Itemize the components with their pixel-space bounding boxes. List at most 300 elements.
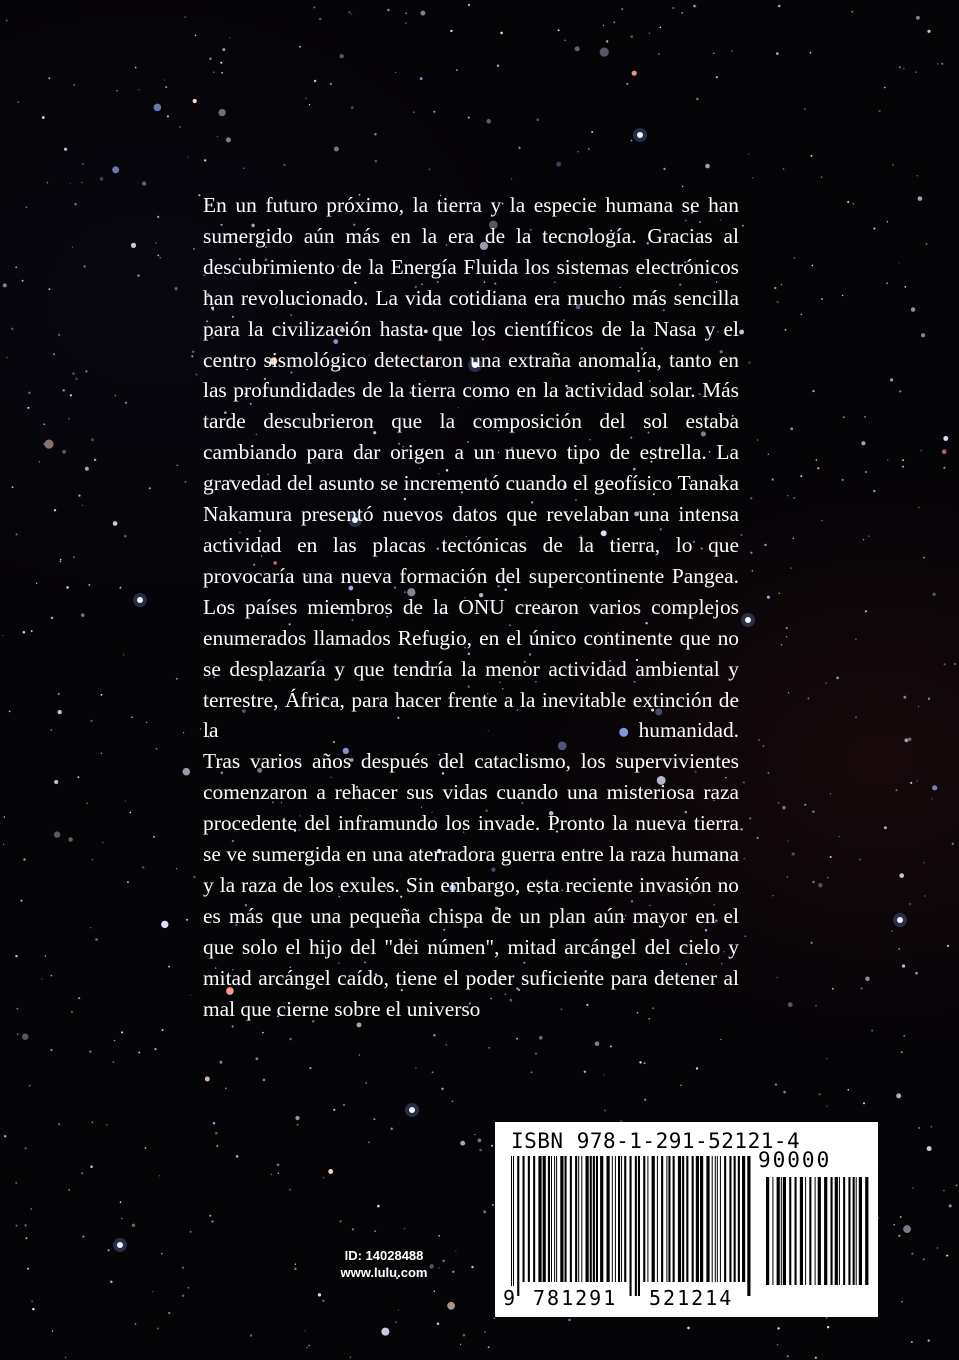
- star: [558, 29, 560, 31]
- barcode-bar: [777, 1177, 780, 1285]
- star: [531, 1071, 533, 1073]
- star: [23, 631, 26, 634]
- star: [168, 966, 170, 968]
- barcode-bar: [831, 1177, 833, 1285]
- star: [250, 1334, 252, 1336]
- star: [3, 844, 4, 845]
- barcode-bar: [843, 1177, 845, 1285]
- star: [398, 1310, 399, 1311]
- star: [27, 407, 29, 409]
- star: [24, 1224, 26, 1226]
- star: [20, 900, 22, 902]
- star: [54, 780, 58, 784]
- star: [694, 5, 697, 8]
- star: [821, 176, 823, 178]
- barcode-bar: [678, 1156, 681, 1282]
- star: [152, 1291, 153, 1292]
- barcode-bar: [570, 1156, 572, 1282]
- star: [81, 613, 85, 617]
- star: [903, 1035, 905, 1037]
- barcode-bar: [783, 1177, 786, 1285]
- star: [23, 858, 25, 860]
- star: [749, 817, 752, 820]
- star: [783, 1091, 786, 1094]
- star: [125, 800, 126, 801]
- star: [429, 169, 431, 171]
- star: [807, 698, 809, 700]
- star: [263, 1079, 266, 1082]
- star: [48, 288, 50, 290]
- star: [157, 216, 159, 218]
- barcode-bar: [551, 1156, 552, 1282]
- ean13-bars: [511, 1156, 756, 1296]
- barcode-bar: [638, 1156, 640, 1296]
- star: [36, 583, 37, 584]
- star: [898, 1235, 900, 1237]
- star: [903, 68, 904, 69]
- star: [145, 1147, 147, 1149]
- star: [81, 1172, 83, 1174]
- star: [772, 895, 773, 896]
- star: [748, 361, 751, 364]
- star: [943, 1190, 945, 1192]
- star: [256, 1057, 259, 1060]
- barcode-bar: [696, 1156, 699, 1282]
- star: [262, 1032, 264, 1034]
- star: [864, 416, 866, 418]
- star: [213, 71, 215, 73]
- star: [205, 1077, 210, 1082]
- star: [891, 930, 892, 931]
- star: [901, 1051, 903, 1053]
- star: [793, 257, 795, 259]
- star: [72, 372, 74, 374]
- star: [78, 495, 80, 497]
- star: [785, 329, 787, 331]
- star: [731, 50, 732, 51]
- star: [413, 111, 414, 112]
- star: [915, 972, 918, 975]
- barcode-bar: [607, 1156, 610, 1282]
- star: [899, 66, 901, 68]
- star: [460, 1344, 461, 1345]
- star: [167, 115, 169, 117]
- star: [83, 265, 85, 267]
- star: [441, 1088, 443, 1090]
- barcode-bar: [742, 1156, 745, 1282]
- star: [682, 186, 684, 188]
- publisher-info: [304, 1247, 464, 1281]
- star: [176, 678, 178, 680]
- star: [930, 1126, 932, 1128]
- star: [22, 280, 24, 282]
- barcode-bar: [747, 1156, 750, 1296]
- star: [313, 6, 315, 8]
- star: [190, 1231, 192, 1233]
- star: [9, 711, 11, 713]
- star: [923, 1258, 925, 1260]
- star: [114, 1040, 116, 1042]
- star: [438, 1235, 440, 1237]
- star: [468, 117, 470, 119]
- star: [804, 804, 806, 806]
- barcode-bar: [661, 1156, 663, 1282]
- star: [68, 837, 72, 841]
- star: [176, 464, 178, 466]
- star: [745, 935, 747, 937]
- star: [352, 1228, 354, 1230]
- star: [294, 1268, 297, 1271]
- star: [82, 163, 83, 164]
- star: [232, 1026, 234, 1028]
- star: [777, 1327, 779, 1329]
- barcode-bar: [554, 1156, 555, 1282]
- star: [804, 108, 806, 110]
- star: [937, 63, 939, 65]
- star: [129, 812, 131, 814]
- star: [15, 955, 17, 957]
- star: [131, 716, 133, 718]
- star: [193, 876, 196, 879]
- star: [631, 140, 633, 142]
- star: [220, 62, 222, 64]
- star: [774, 287, 776, 289]
- barcode-bar: [590, 1156, 592, 1282]
- star: [75, 378, 77, 380]
- star-bright: [137, 597, 143, 603]
- star: [185, 481, 187, 483]
- star: [25, 1237, 27, 1239]
- star: [632, 71, 637, 76]
- barcode-bar: [865, 1177, 868, 1285]
- star: [890, 378, 893, 381]
- star: [86, 802, 88, 804]
- star: [377, 1205, 380, 1208]
- star: [277, 1163, 280, 1166]
- star: [946, 1255, 948, 1257]
- star: [323, 1177, 325, 1179]
- star: [911, 1341, 913, 1343]
- star: [124, 535, 126, 537]
- star: [74, 203, 76, 205]
- star: [447, 1302, 455, 1310]
- star: [192, 351, 194, 353]
- star: [924, 895, 925, 896]
- star: [787, 1355, 789, 1357]
- star: [138, 1051, 140, 1053]
- star: [817, 467, 819, 469]
- barcode-bar: [615, 1156, 616, 1282]
- star: [58, 710, 62, 714]
- star: [157, 1328, 159, 1330]
- star: [781, 284, 782, 285]
- star: [932, 785, 937, 790]
- star: [343, 1104, 345, 1106]
- star: [812, 390, 814, 392]
- star: [308, 1345, 310, 1347]
- star: [26, 206, 28, 208]
- star: [843, 416, 845, 418]
- star: [434, 1291, 436, 1293]
- star: [800, 475, 802, 477]
- star: [474, 1134, 475, 1135]
- barcode-bar: [673, 1156, 675, 1282]
- star: [564, 40, 565, 41]
- star: [113, 1061, 115, 1063]
- star: [932, 593, 935, 596]
- star: [176, 868, 177, 869]
- barcode-addon-digits: 90000: [758, 1148, 832, 1172]
- star: [45, 955, 47, 957]
- star: [374, 1230, 376, 1232]
- star: [138, 89, 139, 90]
- star: [116, 90, 118, 92]
- star: [297, 1124, 299, 1126]
- star: [110, 1281, 113, 1284]
- star: [359, 1054, 361, 1056]
- barcode-bar: [724, 1156, 726, 1282]
- star: [82, 1235, 84, 1237]
- star: [539, 1036, 543, 1040]
- barcode-bar: [593, 1156, 595, 1282]
- star: [471, 1266, 473, 1268]
- barcode-bar: [581, 1156, 582, 1282]
- star: [432, 1071, 434, 1073]
- star: [217, 136, 218, 137]
- star: [221, 72, 223, 74]
- star: [792, 852, 795, 855]
- star: [51, 617, 54, 620]
- star: [603, 1074, 604, 1075]
- barcode-bar: [647, 1156, 648, 1282]
- barcode-bar: [772, 1177, 773, 1285]
- star: [713, 53, 714, 54]
- star: [295, 1116, 299, 1120]
- barcode-bar: [652, 1156, 655, 1282]
- star: [433, 1034, 436, 1037]
- star: [309, 104, 310, 105]
- star: [215, 1132, 218, 1135]
- barcode-bar: [635, 1156, 637, 1296]
- addon-bars: [766, 1177, 871, 1299]
- star: [584, 1071, 586, 1073]
- star: [183, 732, 184, 733]
- barcode-bar: [692, 1156, 694, 1282]
- star: [873, 490, 875, 492]
- star: [535, 1053, 537, 1055]
- star: [278, 1172, 280, 1174]
- star: [125, 402, 127, 404]
- isbn-label: ISBN 978-1-291-52121-4: [511, 1129, 801, 1153]
- star: [225, 1088, 227, 1090]
- star: [768, 454, 769, 455]
- star: [54, 831, 60, 837]
- star: [603, 25, 604, 26]
- star: [15, 266, 17, 268]
- star: [518, 147, 520, 149]
- star: [209, 58, 211, 60]
- star: [433, 111, 435, 113]
- star: [131, 243, 136, 248]
- barcode-bar: [596, 1156, 598, 1282]
- star: [660, 27, 662, 29]
- star: [31, 630, 33, 632]
- star: [218, 109, 225, 116]
- star: [2, 635, 3, 636]
- star: [52, 1330, 54, 1332]
- star: [778, 802, 780, 804]
- barcode-bar: [738, 1156, 740, 1282]
- star: [161, 921, 168, 928]
- star: [604, 1109, 606, 1111]
- star: [786, 636, 787, 637]
- barcode-bar: [715, 1156, 716, 1282]
- star: [790, 427, 793, 430]
- star: [450, 30, 452, 32]
- star: [943, 467, 945, 469]
- star: [927, 30, 930, 33]
- star: [902, 964, 905, 967]
- star: [102, 842, 103, 843]
- star: [821, 298, 823, 300]
- star: [395, 72, 396, 73]
- star: [16, 533, 18, 535]
- star: [783, 168, 785, 170]
- star: [120, 1201, 122, 1203]
- star: [62, 450, 66, 454]
- star: [892, 164, 894, 166]
- star: [954, 663, 956, 665]
- star: [65, 1357, 66, 1358]
- barcode-bar: [848, 1177, 850, 1285]
- star: [193, 99, 197, 103]
- star: [781, 644, 782, 645]
- star: [15, 1182, 17, 1184]
- star: [744, 858, 746, 860]
- star: [299, 46, 301, 48]
- star: [778, 5, 781, 8]
- star: [696, 1067, 698, 1069]
- star: [135, 1323, 137, 1325]
- barcode-bar: [809, 1177, 811, 1285]
- star: [222, 48, 225, 51]
- star: [764, 544, 766, 546]
- star: [776, 52, 779, 55]
- star: [391, 1128, 393, 1130]
- star: [863, 1102, 865, 1104]
- star: [491, 1145, 493, 1147]
- barcode-bar: [781, 1177, 782, 1285]
- star: [375, 160, 377, 162]
- star: [17, 1033, 19, 1035]
- star-bright: [897, 917, 903, 923]
- star: [191, 355, 193, 357]
- star: [861, 987, 863, 989]
- star: [952, 843, 954, 845]
- star: [112, 166, 119, 173]
- barcode-bar: [856, 1177, 857, 1285]
- star: [154, 1048, 156, 1050]
- star: [115, 395, 116, 396]
- isbn-barcode: [495, 1122, 878, 1317]
- star: [815, 1005, 816, 1006]
- star: [859, 859, 861, 861]
- star: [39, 461, 41, 463]
- barcode-bar: [815, 1177, 816, 1285]
- star: [500, 32, 503, 35]
- star: [915, 71, 917, 73]
- star: [788, 692, 789, 693]
- star: [740, 534, 742, 536]
- star: [884, 826, 887, 829]
- star: [918, 196, 923, 201]
- star: [94, 459, 96, 461]
- star: [165, 86, 167, 88]
- star: [899, 262, 900, 263]
- star: [832, 988, 834, 990]
- star: [855, 717, 856, 718]
- star: [918, 1127, 920, 1129]
- star: [182, 1295, 184, 1297]
- star: [855, 639, 856, 640]
- star: [119, 587, 121, 589]
- star: [137, 274, 139, 276]
- barcode-bar: [720, 1156, 721, 1282]
- star: [16, 1225, 18, 1227]
- star: [95, 938, 98, 941]
- star: [68, 1189, 70, 1191]
- star: [30, 1208, 32, 1210]
- star: [82, 505, 83, 506]
- star: [644, 1099, 646, 1101]
- star: [27, 1268, 29, 1270]
- star: [903, 696, 906, 699]
- barcode-bar: [575, 1156, 577, 1282]
- star: [606, 40, 608, 42]
- star: [100, 694, 102, 696]
- star: [901, 1301, 902, 1302]
- star: [156, 748, 158, 750]
- star: [767, 596, 770, 599]
- star: [420, 77, 423, 80]
- star: [926, 243, 928, 245]
- star: [460, 1141, 465, 1146]
- barcode-bar: [586, 1156, 589, 1282]
- barcode-bar: [538, 1156, 541, 1282]
- star: [193, 248, 195, 250]
- star: [775, 1083, 777, 1085]
- star: [918, 706, 919, 707]
- star: [198, 194, 200, 196]
- blurb-paragraph-2: Los países miembros de la ONU crearon varios complejos enumerados llamados Refugio, en el único continente que no se desplazaría y que tendría la menor actividad ambiental y terrestre, África, para hacer frente a la inevitable extinción de la humanidad.: [203, 594, 739, 743]
- star: [902, 466, 904, 468]
- star: [812, 881, 815, 884]
- barcode-bar: [630, 1156, 632, 1296]
- star: [743, 781, 745, 783]
- star: [658, 53, 660, 55]
- star: [88, 584, 90, 586]
- star: [956, 1184, 958, 1186]
- star: [830, 793, 831, 794]
- star: [492, 1204, 494, 1206]
- barcode-bar: [805, 1177, 806, 1285]
- star: [847, 1089, 849, 1091]
- star: [486, 119, 491, 124]
- star: [132, 1224, 135, 1227]
- star: [575, 46, 580, 51]
- star: [928, 697, 930, 699]
- star: [50, 1049, 52, 1051]
